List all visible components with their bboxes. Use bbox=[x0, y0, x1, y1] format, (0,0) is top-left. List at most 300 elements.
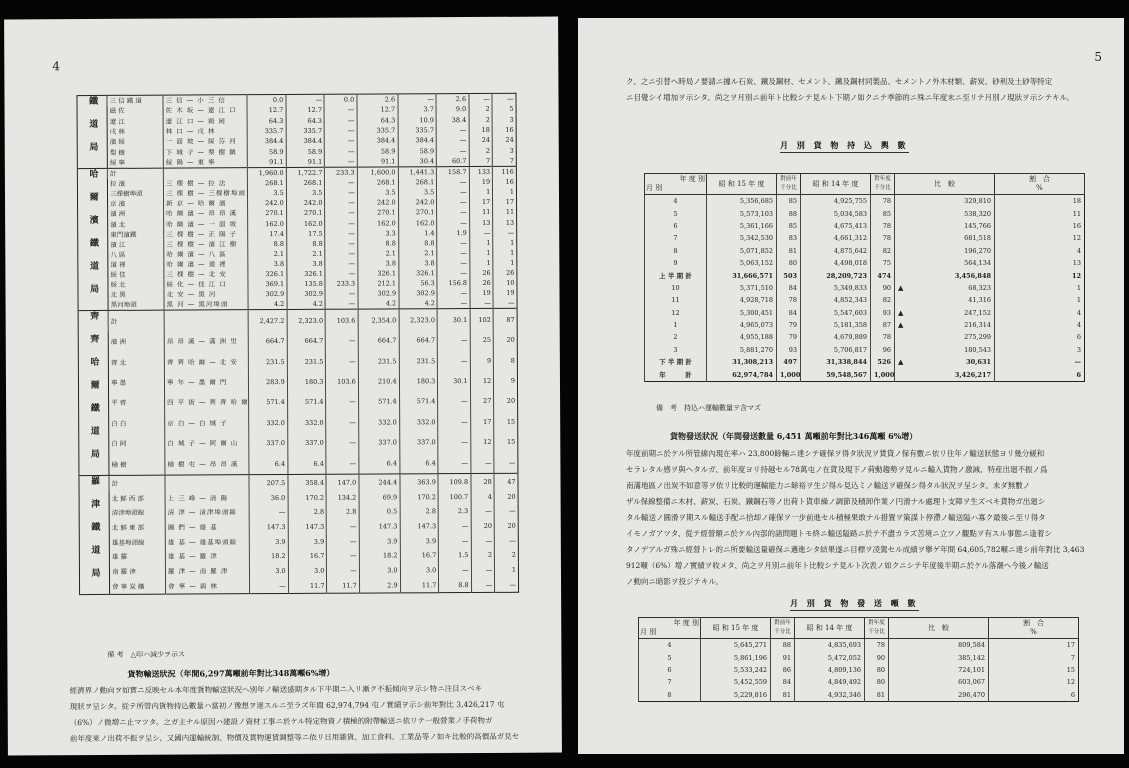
value-cell: 2.8 bbox=[288, 505, 327, 520]
line-name: 京 濱 bbox=[108, 199, 164, 209]
fy14-cell: 59,548,567 bbox=[801, 368, 871, 381]
fy14-cell: 4,679,889 bbox=[801, 331, 871, 343]
compare-value: 68,323 bbox=[968, 283, 991, 292]
value-cell: 12.7 bbox=[357, 105, 398, 115]
value-cell: 335.7 bbox=[286, 126, 325, 136]
body-paragraph bbox=[626, 446, 1111, 590]
value-cell: 8.8 bbox=[398, 238, 437, 248]
value-cell: 2.8 bbox=[400, 504, 439, 519]
compare-cell bbox=[895, 257, 995, 269]
table-caption: 月 別 貨 物 持 込 輿 數 bbox=[780, 140, 909, 153]
pct14-cell: 474 bbox=[871, 269, 895, 281]
route: 榆 樹 屯 — 昂 昂 溪 bbox=[165, 454, 249, 476]
table-row bbox=[645, 331, 1085, 343]
fy14-cell: 4,932,346 bbox=[795, 689, 865, 702]
fy14-cell: 4,809,136 bbox=[795, 664, 865, 676]
table-row bbox=[639, 676, 1079, 688]
fy15-cell: 5,229,816 bbox=[701, 689, 771, 702]
value-cell: — bbox=[470, 298, 494, 309]
value-cell: — bbox=[325, 156, 357, 167]
value-cell: — bbox=[437, 298, 469, 309]
railway-lines-table bbox=[76, 93, 519, 596]
value-cell: 56.3 bbox=[399, 278, 438, 288]
value-cell: 13 bbox=[469, 217, 493, 227]
ratio-cell: 1 bbox=[995, 294, 1085, 306]
bureau-name: 哈爾濱鐵道局 bbox=[87, 169, 99, 308]
month-cell: 8 bbox=[645, 245, 707, 257]
value-cell: 158.7 bbox=[437, 167, 469, 178]
value-cell: 664.7 bbox=[358, 331, 399, 352]
value-cell: — bbox=[437, 248, 469, 258]
table-row bbox=[645, 319, 1085, 331]
value-cell: — bbox=[495, 533, 519, 548]
value-cell: 268.1 bbox=[398, 177, 437, 187]
line-name: 黑河埠頭 bbox=[108, 300, 164, 311]
pct14-cell: 1,000 bbox=[871, 368, 895, 381]
value-cell: 58.9 bbox=[398, 146, 437, 156]
fy14-cell: 5,706,817 bbox=[801, 344, 871, 356]
route: 下 城 子 — 梨 樹 鎮 bbox=[163, 147, 247, 158]
line-name: 濱 北 bbox=[108, 219, 164, 229]
compare-value: 216,314 bbox=[964, 321, 991, 330]
value-cell: — bbox=[327, 519, 359, 534]
compare-cell bbox=[895, 220, 995, 232]
value-cell: 268.1 bbox=[247, 178, 286, 188]
value-cell: — bbox=[437, 177, 469, 187]
value-cell: 3.8 bbox=[248, 259, 287, 269]
value-cell: 17 bbox=[470, 412, 494, 432]
line-name: 清津埠頭線 bbox=[109, 506, 165, 521]
value-cell: 3.5 bbox=[357, 188, 398, 198]
paragraph-line: ノ動向ニ暗影ヲ投ジテキル。 bbox=[626, 577, 723, 586]
value-cell: 3.8 bbox=[358, 258, 399, 268]
value-cell: 11.7 bbox=[400, 578, 439, 594]
compare-cell bbox=[895, 368, 995, 381]
route: 齊 齊 哈 爾 — 北 安 bbox=[164, 352, 248, 373]
table-row bbox=[645, 269, 1085, 281]
pct15-cell: 81 bbox=[777, 245, 801, 257]
pct15-cell: 1,000 bbox=[777, 368, 801, 381]
pct14-cell: 81 bbox=[865, 689, 889, 702]
value-cell: 16 bbox=[492, 125, 516, 135]
value-cell: 302.9 bbox=[399, 288, 438, 298]
table-row bbox=[645, 195, 1085, 208]
value-cell: 28 bbox=[471, 474, 495, 490]
month-cell: 1 bbox=[645, 319, 707, 331]
value-cell: 20 bbox=[494, 391, 518, 411]
ratio-cell: 12 bbox=[989, 676, 1079, 688]
paragraph-line: タル輸送ノ圓滑ヲ期スル輸送手配ニ拾却ノ確保ヲ一步前進セル積極果敢ナル措置ヲ策謀ト停滯ノ輸送隘ハ寡ク最後ニ至リ得タ bbox=[626, 513, 1046, 522]
fy15-cell: 5,645,271 bbox=[701, 639, 771, 652]
table-row bbox=[78, 330, 517, 353]
value-cell: 326.1 bbox=[398, 268, 437, 278]
value-cell: 9 bbox=[494, 371, 518, 391]
bureau-name-cell bbox=[77, 168, 108, 310]
value-cell: 12 bbox=[470, 432, 494, 452]
value-cell: 2.9 bbox=[359, 578, 400, 594]
value-cell: 162.0 bbox=[248, 218, 287, 228]
value-cell: 87 bbox=[493, 309, 517, 330]
value-cell: 64.3 bbox=[247, 116, 286, 126]
value-cell: 17 bbox=[469, 197, 493, 207]
compare-cell bbox=[895, 282, 995, 294]
compare-value: 196,270 bbox=[964, 246, 991, 255]
value-cell: 1 bbox=[493, 258, 517, 268]
value-cell: 1.5 bbox=[439, 548, 471, 563]
bureau-name-cell bbox=[79, 476, 110, 595]
value-cell: 242.0 bbox=[248, 198, 287, 208]
line-name: 北 鮮 西 部 bbox=[109, 491, 165, 506]
line-name: 三棵樹埠頭 bbox=[108, 189, 164, 199]
value-cell: 2 bbox=[469, 114, 493, 124]
value-cell: 571.4 bbox=[399, 391, 438, 412]
value-cell: — bbox=[327, 563, 359, 578]
line-name: 梨 樹 bbox=[107, 147, 163, 158]
value-cell: — bbox=[325, 178, 357, 188]
value-cell: — bbox=[437, 217, 469, 227]
pct14-cell: 87 bbox=[871, 319, 895, 331]
route: 三 信 — 小 三 信 bbox=[163, 95, 247, 106]
line-name: 南 羅 津 bbox=[110, 564, 166, 579]
month-cell: 4 bbox=[639, 639, 701, 652]
value-cell: 3.0 bbox=[288, 563, 327, 578]
value-cell: 1 bbox=[469, 238, 493, 248]
value-cell: — bbox=[326, 351, 358, 372]
left-page bbox=[4, 17, 562, 756]
paragraph-line: ニ目覺シイ増加ヲ示シタ。尚之ヲ月別ニ前年ト比較シテ見ルト下期ノ如クニテ季節的ニ殊ニ年度末ニ至リテ月別ノ現狀ヲ示シテキル。 bbox=[626, 93, 1074, 102]
month-cell: 5 bbox=[639, 651, 701, 663]
ratio-cell: 6 bbox=[989, 689, 1079, 702]
route: 三 棵 樹 — 三棵樹埠頭 bbox=[164, 188, 248, 199]
month-cell: 12 bbox=[645, 307, 707, 319]
compare-cell bbox=[895, 269, 995, 281]
value-cell: 16.7 bbox=[288, 549, 327, 564]
route: 哈 爾 濱 — 道 裡 bbox=[164, 259, 248, 270]
paragraph-line: 年度前期ニ於ケル所管線內現在率ハ 23,800餘輛ニ達シテ確保ヲ得タ狀況ヲ賃貸ノ保有數ニ依リ住年ノ輸送狀態ヨリ幾分緩和 bbox=[626, 449, 1045, 458]
value-cell: — bbox=[437, 238, 469, 248]
fy15-cell: 62,974,784 bbox=[707, 368, 777, 381]
compare-cell bbox=[889, 676, 989, 688]
pct14-cell: 90 bbox=[871, 282, 895, 294]
value-cell: 64.3 bbox=[357, 115, 398, 125]
value-cell: — bbox=[494, 504, 518, 519]
value-cell: — bbox=[326, 453, 358, 475]
value-cell: 2 bbox=[469, 145, 493, 155]
header-fy15: 昭 和 15 年 度 bbox=[707, 174, 777, 195]
compare-value: 41,316 bbox=[968, 296, 991, 305]
value-cell: — bbox=[325, 218, 357, 228]
pct14-cell: 526 bbox=[871, 356, 895, 368]
value-cell: 3.8 bbox=[287, 259, 326, 269]
value-cell: 25 bbox=[470, 330, 494, 350]
line-name: 白 阿 bbox=[109, 434, 165, 455]
paragraph-line: 現狀ヲ呈シタ。從テ所管内貨物持込數量ハ當初ノ豫想ヲ達スルニ至ラズ年間 62,974,794 屯ノ實績ヲ示シ前年對比 3,426,217 屯 bbox=[69, 699, 505, 712]
pct14-cell: 78 bbox=[871, 331, 895, 343]
value-cell: 147.3 bbox=[359, 519, 400, 534]
line-name: 戌 林 bbox=[107, 126, 163, 137]
decrease-mark-icon: ▲ bbox=[898, 308, 904, 317]
route: 三 棵 樹 — 拉 法 bbox=[163, 178, 247, 189]
fy14-cell: 5,034,583 bbox=[801, 207, 871, 219]
value-cell: 231.5 bbox=[358, 351, 399, 372]
line-name: 道 裡 bbox=[108, 259, 164, 269]
table-row bbox=[645, 220, 1085, 232]
value-cell: 91.1 bbox=[357, 156, 398, 167]
value-cell: — bbox=[437, 288, 469, 298]
compare-cell bbox=[895, 319, 995, 331]
value-cell: 210.4 bbox=[358, 371, 399, 392]
value-cell: 11.7 bbox=[288, 578, 327, 594]
fy15-cell: 5,861,196 bbox=[701, 651, 771, 663]
line-name: 濱 江 bbox=[108, 239, 164, 249]
bureau-name: 鐵道局 bbox=[87, 95, 98, 166]
value-cell: 18 bbox=[469, 125, 493, 135]
value-cell: — bbox=[471, 533, 495, 548]
value-cell: 147.3 bbox=[249, 520, 288, 535]
compare-value: 809,584 bbox=[958, 641, 985, 650]
route: 北 安 — 黑 河 bbox=[164, 289, 248, 300]
table-row bbox=[79, 391, 518, 414]
ratio-cell: 1 bbox=[995, 282, 1085, 294]
ratio-cell: 18 bbox=[995, 195, 1085, 208]
value-cell: 326.1 bbox=[358, 268, 399, 278]
value-cell: 1 bbox=[493, 237, 517, 247]
ratio-cell: 4 bbox=[995, 307, 1085, 319]
pct14-cell: 78 bbox=[871, 220, 895, 232]
pct15-cell: 78 bbox=[777, 294, 801, 306]
value-cell: 12 bbox=[470, 371, 494, 391]
value-cell: 8.8 bbox=[439, 577, 471, 593]
value-cell: 2.3 bbox=[438, 504, 470, 519]
route: 四 平 街 — 齊 齊 哈 爾 bbox=[165, 392, 249, 413]
paragraph-line: イモノガアツタ、從テ經營額ニ於ケル內部的諸問題トモ終ニ輸送隘路ニ於テ不盡カラズ苦境ニ立ツノ觀點ヲ有スル事態ニ逢着シ bbox=[626, 529, 1052, 538]
header-pct15: 對前年千分比 bbox=[777, 174, 801, 195]
value-cell: 11.7 bbox=[327, 578, 359, 594]
value-cell: 664.7 bbox=[287, 331, 326, 352]
table-row bbox=[639, 689, 1079, 702]
pct15-cell: 79 bbox=[777, 319, 801, 331]
value-cell: 103.6 bbox=[326, 309, 358, 331]
right-page bbox=[578, 18, 1124, 754]
value-cell: — bbox=[438, 452, 470, 474]
value-cell: 11 bbox=[469, 207, 493, 217]
value-cell: 6.4 bbox=[288, 453, 327, 475]
value-cell: 16 bbox=[493, 177, 517, 187]
value-cell: 6.4 bbox=[359, 453, 400, 475]
pct15-cell: 83 bbox=[777, 232, 801, 244]
value-cell: — bbox=[326, 331, 358, 352]
route bbox=[163, 168, 247, 179]
value-cell: 13 bbox=[493, 217, 517, 227]
compare-cell bbox=[895, 344, 995, 356]
value-cell: — bbox=[438, 351, 470, 372]
value-cell: 103.6 bbox=[326, 372, 358, 393]
value-cell: 0.0 bbox=[247, 94, 286, 105]
route: 三 棵 樹 — 北 安 bbox=[164, 269, 248, 280]
value-cell: — bbox=[437, 145, 469, 155]
value-cell: — bbox=[327, 549, 359, 564]
fy15-cell: 5,881,270 bbox=[707, 344, 777, 356]
value-cell: — bbox=[325, 136, 357, 146]
value-cell: 10 bbox=[493, 278, 517, 288]
value-cell: 47 bbox=[494, 474, 518, 490]
ratio-cell: 17 bbox=[989, 639, 1079, 652]
compare-cell bbox=[895, 195, 995, 208]
value-cell: 36.0 bbox=[249, 490, 288, 505]
fy14-cell: 4,498,018 bbox=[801, 257, 871, 269]
value-cell: 2,323.0 bbox=[287, 310, 326, 332]
line-name: 寧 墨 bbox=[109, 373, 165, 394]
value-cell: 231.5 bbox=[248, 352, 287, 373]
value-cell: 147.0 bbox=[326, 474, 358, 490]
value-cell: 12.7 bbox=[247, 105, 286, 115]
compare-cell bbox=[895, 307, 995, 319]
line-name: 綏 寧 bbox=[107, 157, 163, 168]
value-cell: 147.3 bbox=[400, 519, 439, 534]
value-cell: — bbox=[495, 577, 519, 593]
route: 昂 昂 溪 — 滿 洲 里 bbox=[164, 331, 248, 352]
value-cell: 332.0 bbox=[358, 412, 399, 433]
value-cell: 571.4 bbox=[249, 392, 288, 413]
month-cell: 5 bbox=[645, 207, 707, 219]
value-cell: 332.0 bbox=[287, 412, 326, 433]
fy14-cell: 5,349,833 bbox=[801, 282, 871, 294]
route: 綏 陽 — 東 寧 bbox=[163, 157, 247, 168]
value-cell: 337.0 bbox=[399, 432, 438, 453]
value-cell: 58.9 bbox=[357, 146, 398, 156]
fy15-cell: 4,965,073 bbox=[707, 319, 777, 331]
ratio-cell: 13 bbox=[995, 257, 1085, 269]
value-cell: 2.1 bbox=[287, 249, 326, 259]
fy15-cell: 5,573,103 bbox=[707, 207, 777, 219]
value-cell: 9 bbox=[470, 350, 494, 370]
value-cell: 162.0 bbox=[286, 218, 325, 228]
value-cell: 335.7 bbox=[247, 126, 286, 136]
value-cell: 20 bbox=[494, 518, 518, 533]
ratio-cell: 12 bbox=[995, 232, 1085, 244]
pct15-cell: 91 bbox=[771, 651, 795, 663]
value-cell: 26 bbox=[493, 268, 517, 278]
value-cell: 2.1 bbox=[357, 248, 398, 258]
compare-value: 296,470 bbox=[958, 690, 985, 699]
ratio-cell: 15 bbox=[989, 664, 1079, 676]
pct15-cell: 80 bbox=[777, 257, 801, 269]
pct15-cell: 85 bbox=[777, 195, 801, 208]
value-cell: 326.1 bbox=[287, 269, 326, 279]
value-cell: — bbox=[326, 392, 358, 413]
value-cell: 100.7 bbox=[438, 489, 470, 504]
value-cell: 244.4 bbox=[359, 474, 400, 490]
line-name: 雄 羅 bbox=[109, 550, 165, 565]
decrease-mark-icon: ▲ bbox=[898, 321, 904, 330]
ratio-cell: 6 bbox=[995, 368, 1085, 381]
value-cell: 384.4 bbox=[357, 136, 398, 146]
line-name: 雄基埠頭線 bbox=[109, 535, 165, 550]
route bbox=[165, 475, 249, 491]
value-cell: — bbox=[325, 258, 357, 268]
value-cell: 5 bbox=[492, 104, 516, 114]
table-row bbox=[645, 294, 1085, 306]
value-cell: 20 bbox=[494, 489, 518, 504]
value-cell: 17.4 bbox=[248, 229, 287, 239]
compare-value: 385,142 bbox=[958, 653, 985, 662]
value-cell: 302.9 bbox=[248, 289, 287, 299]
value-cell: 335.7 bbox=[398, 125, 437, 135]
ratio-cell: 12 bbox=[995, 269, 1085, 281]
line-name: 北 黑 bbox=[108, 290, 164, 300]
pct14-cell: 82 bbox=[871, 294, 895, 306]
value-cell: 4.2 bbox=[287, 299, 326, 310]
month-cell: 上 半 期 計 bbox=[645, 269, 707, 281]
month-cell: 2 bbox=[645, 331, 707, 343]
paragraph-line: （6%）ノ微増ニ止マツタ。之ガ主ナル原因ハ建設ノ資材工事ニ於ケル特定物資ノ積極的附帶輸送ニ依リテ一般營業ノ手荷物ガ bbox=[69, 715, 493, 728]
value-cell: 38.4 bbox=[436, 115, 468, 125]
route: 黑 河 — 黑河埠頭 bbox=[164, 299, 248, 310]
route: 寧 年 — 墨 爾 門 bbox=[164, 372, 248, 393]
value-cell: — bbox=[325, 115, 357, 125]
line-name: 遼 江 bbox=[107, 116, 163, 127]
value-cell: — bbox=[438, 391, 470, 412]
value-cell: 3.8 bbox=[398, 258, 437, 268]
intro-paragraph bbox=[626, 74, 1106, 106]
value-cell: — bbox=[325, 238, 357, 248]
header-compare: 比 較 bbox=[889, 618, 989, 639]
monthly-freight-out-table bbox=[638, 617, 1079, 702]
value-cell: 8.8 bbox=[248, 239, 287, 249]
pct15-cell: 79 bbox=[777, 331, 801, 343]
value-cell: 15 bbox=[494, 411, 518, 431]
route: 三 棵 樹 — 正 陽 子 bbox=[164, 229, 248, 240]
table-row bbox=[645, 307, 1085, 319]
header-ratio: 割 合 % bbox=[989, 618, 1079, 639]
value-cell: 332.0 bbox=[399, 412, 438, 433]
line-name: 北 鮮 東 部 bbox=[109, 520, 165, 535]
value-cell: 270.1 bbox=[248, 208, 287, 218]
value-cell: 6.4 bbox=[399, 453, 438, 475]
route: 羅 津 — 南 羅 津 bbox=[165, 564, 249, 579]
fy14-cell: 5,547,603 bbox=[801, 307, 871, 319]
value-cell: 326.1 bbox=[248, 269, 287, 279]
ratio-cell: 6 bbox=[995, 331, 1085, 343]
fy15-cell: 31,666,571 bbox=[707, 269, 777, 281]
value-cell: 15 bbox=[494, 432, 518, 452]
month-cell: 10 bbox=[645, 282, 707, 294]
value-cell: 2.8 bbox=[327, 505, 359, 520]
value-cell: — bbox=[325, 228, 357, 238]
pct14-cell: 78 bbox=[871, 232, 895, 244]
value-cell: 156.8 bbox=[437, 278, 469, 288]
compare-value: 681,518 bbox=[964, 234, 991, 243]
month-cell: 7 bbox=[645, 232, 707, 244]
compare-cell bbox=[895, 331, 995, 343]
value-cell: 7 bbox=[493, 155, 517, 166]
table-row bbox=[80, 577, 519, 595]
line-name: 綏 北 bbox=[108, 280, 164, 290]
value-cell: — bbox=[325, 269, 357, 279]
table-row bbox=[645, 282, 1085, 294]
value-cell: 369.1 bbox=[248, 279, 287, 289]
value-cell: 7 bbox=[469, 156, 493, 167]
route bbox=[164, 310, 248, 332]
value-cell: 102 bbox=[470, 309, 494, 330]
value-cell: — bbox=[439, 519, 471, 534]
line-name: 計 bbox=[107, 168, 163, 179]
table-row bbox=[645, 344, 1085, 356]
header-fy15: 昭 和 15 年 度 bbox=[701, 618, 771, 639]
value-cell: 231.5 bbox=[287, 351, 326, 372]
value-cell: 3.9 bbox=[288, 534, 327, 549]
compare-value: 180,543 bbox=[964, 345, 991, 354]
